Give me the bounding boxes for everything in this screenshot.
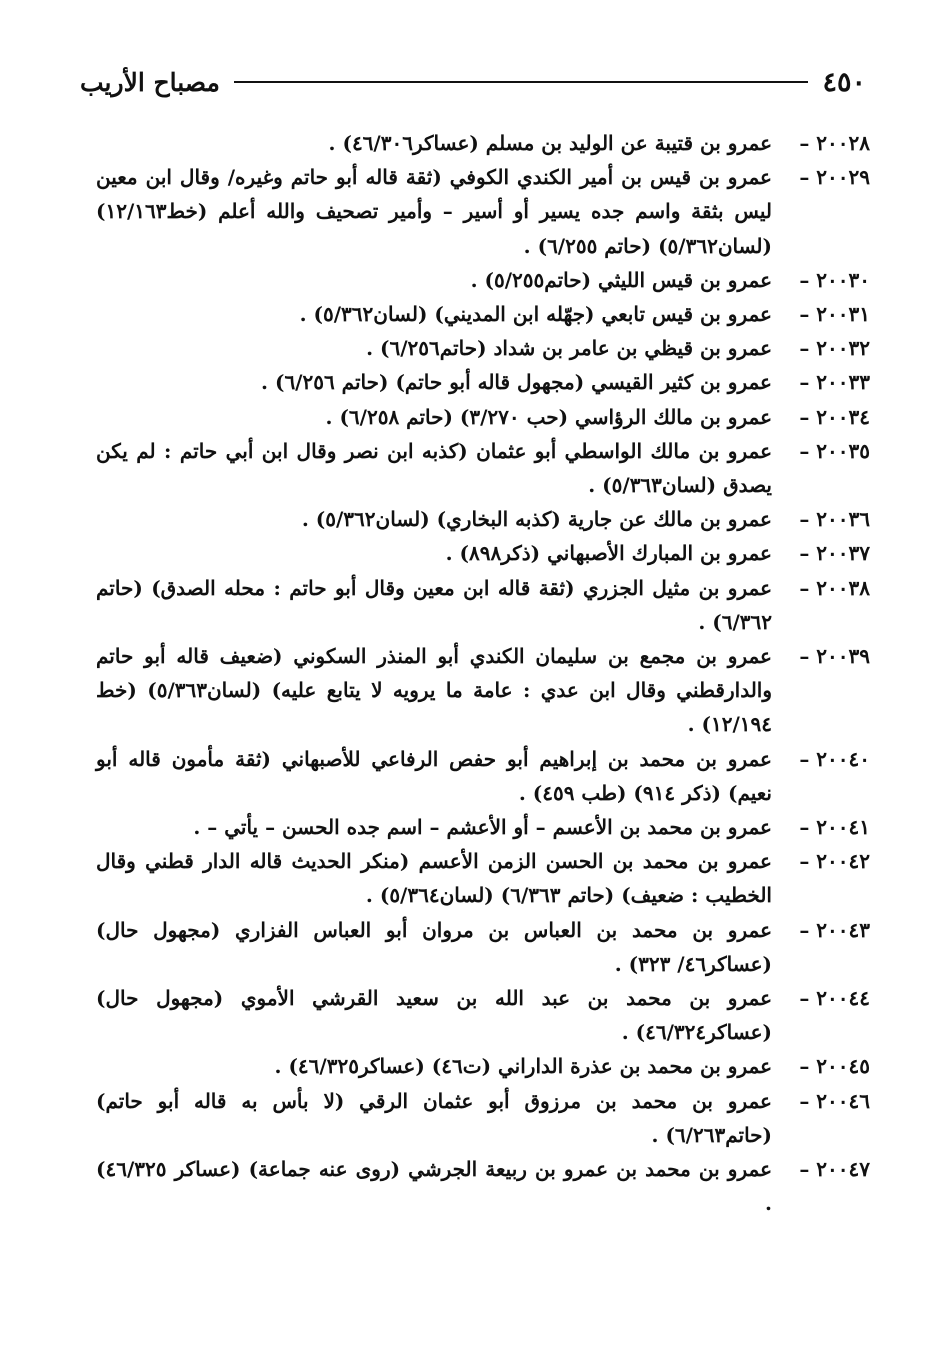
entry-number: ٢٠٠٢٨ <box>816 131 870 155</box>
entry-number: ٢٠٠٣٢ <box>816 336 870 361</box>
entry-text: عمرو بن مالك عن جارية (كذبه البخاري) (لسان٥/٣٦٢) . <box>301 507 772 532</box>
entry-number: ٢٠٠٣٦ <box>816 507 870 532</box>
entry-number-wrap <box>791 742 870 776</box>
entry-dash: – <box>799 370 817 395</box>
entry-number: ٢٠٠٣٥ <box>816 438 870 463</box>
entry-number-wrap <box>791 126 870 160</box>
entry-number-wrap <box>791 1049 870 1083</box>
entry-number: ٢٠٠٤٣ <box>816 917 870 942</box>
entry-item <box>96 742 870 810</box>
entry-number: ٢٠٠٣٧ <box>816 541 870 566</box>
entry-item <box>96 263 870 297</box>
entry-number-wrap <box>791 1084 870 1118</box>
entry-number: ٢٠٠٤٦ <box>816 1088 870 1113</box>
entry-number-wrap <box>791 639 870 673</box>
entry-dash: – <box>799 302 817 327</box>
entry-dash: – <box>799 131 817 155</box>
entry-text: عمرو بن مجمع بن سليمان الكندي أبو المنذر السكوني (ضعيف قاله أبو حاتم والدارقطني وقال ابن عدي : عامة ما يرويه لا يتابع عليه) (لسان٥/٣٦٣) (خط ١٢/١٩٤) . <box>96 644 772 737</box>
entry-text: عمرو بن محمد بن العباس بن مروان أبو العباس الفزاري (مجهول حال) (عساكر٤٦/ ٣٢٣) . <box>96 917 772 976</box>
entry-item <box>96 331 870 365</box>
entry-dash: – <box>799 575 817 600</box>
entry-item <box>96 400 870 434</box>
entry-item <box>96 502 870 536</box>
entry-dash: – <box>799 267 817 292</box>
entry-dash: – <box>799 1088 817 1113</box>
entry-number: ٢٠٠٣٣ <box>816 370 870 395</box>
entry-number-wrap <box>791 981 870 1015</box>
entry-text: عمرو بن محمد بن إبراهيم أبو حفص الرفاعي للأصبهاني (ثقة مأمون قاله أبو نعيم) (ذكر ٩١٤) (طب ٤٥٩) . <box>96 746 772 805</box>
entry-dash: – <box>799 815 817 840</box>
entry-number: ٢٠٠٤١ <box>816 815 870 840</box>
entry-item <box>96 536 870 570</box>
entry-item <box>96 1152 870 1220</box>
entry-number: ٢٠٠٣٨ <box>816 575 870 600</box>
entry-text: عمرو بن المبارك الأصبهاني (ذكر٨٩٨) . <box>445 541 772 566</box>
entry-dash: – <box>799 165 817 190</box>
entry-number-wrap <box>791 434 870 468</box>
entry-text: عمرو بن محمد بن الأعسم – أو الأعشم – اسم جده الحسن – يأتي – . <box>193 815 772 840</box>
entry-number-wrap <box>791 844 870 878</box>
entry-dash: – <box>799 404 817 429</box>
entry-item <box>96 571 870 639</box>
entry-number: ٢٠٠٤٢ <box>816 849 870 874</box>
entry-number-wrap <box>791 810 870 844</box>
header-rule <box>234 81 809 83</box>
entry-item <box>96 434 870 502</box>
entry-item <box>96 981 870 1049</box>
book-title: مصباح الأريب <box>80 67 220 97</box>
entry-text: عمرو بن محمد بن مرزوق أبو عثمان الرقي (لا بأس به قاله أبو حاتم) (حاتم٦/٢٦٣) . <box>96 1088 772 1147</box>
entry-number: ٢٠٠٤٥ <box>816 1054 870 1079</box>
entry-dash: – <box>799 336 817 361</box>
entry-number-wrap <box>791 331 870 365</box>
entry-number: ٢٠٠٣٤ <box>816 404 870 429</box>
entry-text: عمرو بن قيس الليثي (حاتم٥/٢٥٥) . <box>470 267 772 292</box>
entry-number-wrap <box>791 160 870 194</box>
entry-item <box>96 1049 870 1083</box>
entry-number-wrap <box>791 1152 870 1186</box>
entry-text: عمرو بن قيس تابعي (جهّله ابن المديني) (لسان٥/٣٦٢) . <box>299 302 772 327</box>
page-header <box>80 62 866 102</box>
entry-text: عمرو بن مالك الرؤاسي (حب ٣/٢٧٠) (حاتم ٦/٢٥٨) . <box>325 404 772 429</box>
entry-number: ٢٠٠٣٠ <box>816 267 870 292</box>
entry-text: عمرو بن مالك الواسطي أبو عثمان (كذبه ابن نصر وقال ابن أبي حاتم : لم يكن يصدق (لسان٥/٣٦٣) . <box>96 438 772 498</box>
entry-text: عمرو بن كثير القيسي (مجهول قاله أبو حاتم) (حاتم ٦/٢٥٦) . <box>261 370 772 395</box>
entry-item <box>96 844 870 912</box>
entry-text: عمرو بن قيظي بن عامر بن شداد (حاتم٦/٢٥٦) . <box>366 336 772 361</box>
entry-number-wrap <box>791 365 870 399</box>
entry-text: عمرو بن قيس بن أمير الكندي الكوفي (ثقة قاله أبو حاتم وغيره/ وقال ابن معين ليس بثقة واسم جده يسير أو أسير – وأمير تصحيف والله أعلم (خط١٢/١٦٣) (لسان٥/٣٦٢) (حاتم ٦/٢٥٥) . <box>96 165 772 258</box>
entry-dash: – <box>799 438 817 463</box>
entry-number-wrap <box>791 571 870 605</box>
entry-number-wrap <box>791 913 870 947</box>
entry-text: عمرو بن محمد بن الحسن الزمن الأعسم (منكر الحديث قاله الدار قطني وقال الخطيب : ضعيف) (حاتم ٦/٣٦٣) (لسان٥/٣٦٤) . <box>96 849 772 908</box>
entry-text: عمرو بن محمد بن عمرو بن ربيعة الجرشي (روى عنه جماعة) (عساكر ٤٦/٣٢٥) . <box>96 1157 772 1216</box>
entry-list <box>96 126 870 1221</box>
entry-dash: – <box>799 644 817 669</box>
entry-item <box>96 913 870 981</box>
entry-number-wrap <box>791 536 870 570</box>
entry-dash: – <box>799 1157 817 1182</box>
entry-item <box>96 126 870 160</box>
entry-dash: – <box>799 1054 817 1079</box>
entry-number: ٢٠٠٤٧ <box>816 1157 870 1182</box>
entry-dash: – <box>799 986 817 1011</box>
entry-number-wrap <box>791 263 870 297</box>
entry-text: عمرو بن مثيل الجزري (ثقة قاله ابن معين وقال أبو حاتم : محله الصدق) (حاتم ٦/٣٦٢) . <box>96 575 772 634</box>
entry-number-wrap <box>791 400 870 434</box>
entry-item <box>96 297 870 331</box>
entry-number-wrap <box>791 502 870 536</box>
entry-dash: – <box>799 917 817 942</box>
entry-number-wrap <box>791 297 870 331</box>
entry-dash: – <box>799 541 817 566</box>
entry-number: ٢٠٠٣١ <box>816 302 870 327</box>
entry-item <box>96 365 870 399</box>
entry-dash: – <box>799 746 817 771</box>
entry-text: عمرو بن محمد بن عذرة الداراني (ت٤٦) (عساكر٤٦/٣٢٥) . <box>274 1054 772 1079</box>
entry-item <box>96 160 870 263</box>
entry-text: عمرو بن محمد بن عبد الله بن سعيد القرشي الأموي (مجهول حال) (عساكر٤٦/٣٢٤) . <box>96 986 772 1045</box>
entry-dash: – <box>799 849 817 874</box>
entry-number: ٢٠٠٤٠ <box>816 746 870 771</box>
page-number: ٤٥٠ <box>822 66 866 98</box>
entry-item <box>96 1084 870 1152</box>
entry-number: ٢٠٠٣٩ <box>816 644 870 669</box>
entry-item <box>96 810 870 844</box>
entry-number: ٢٠٠٢٩ <box>816 165 870 190</box>
entry-number: ٢٠٠٤٤ <box>816 986 870 1011</box>
entry-text: عمرو بن قتيبة عن الوليد بن مسلم (عساكر٤٦/٣٠٦) . <box>328 131 772 155</box>
entry-dash: – <box>799 507 817 532</box>
entry-item <box>96 639 870 742</box>
